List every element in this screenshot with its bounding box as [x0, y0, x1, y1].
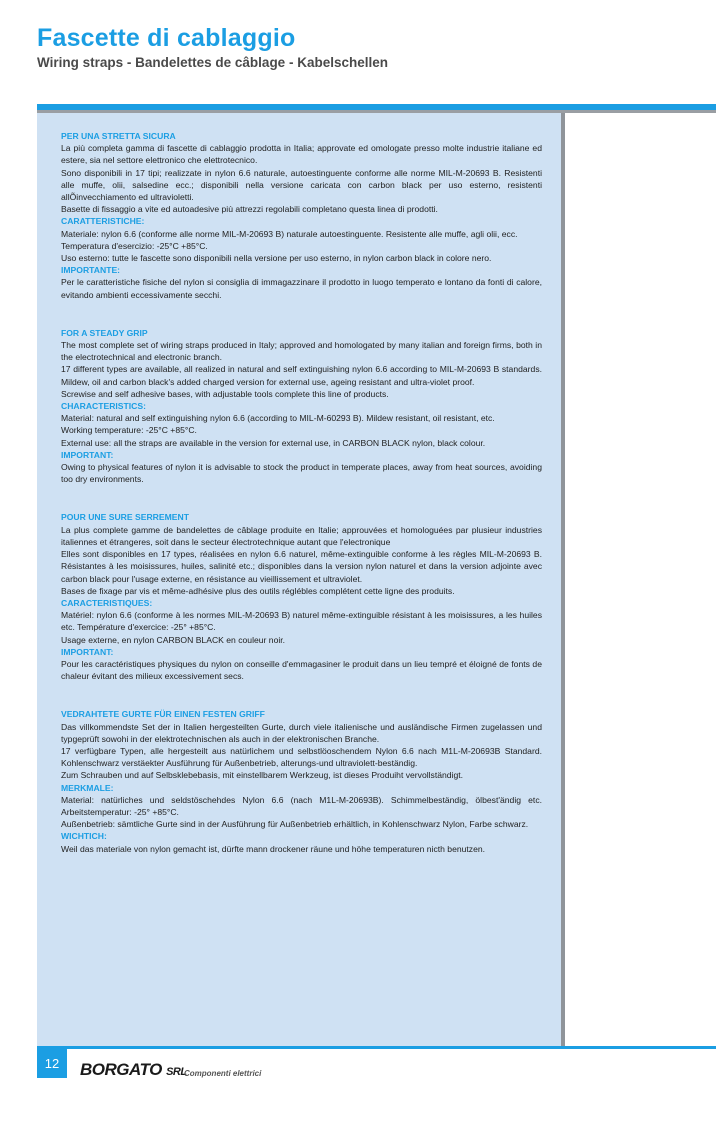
paragraph: Working temperature: -25°C +85°C.: [61, 425, 197, 436]
section-french: [61, 511, 542, 682]
content-panel-edge: [561, 113, 565, 1046]
subsection-heading: CARACTERISTIQUES:: [61, 597, 153, 608]
paragraph: Das villkommendste Set der in Italien hergesteilten Gurte, durch viele italienische und ausländische Firmen zugelassen und typgeprüft sowohi in der elektrotechnischen als auch in der elektronischen Branche.: [61, 721, 542, 744]
subsection-heading: MERKMALE:: [61, 782, 114, 793]
paragraph: Owing to physical features of nylon it is advisable to stock the product in temperate places, away from heat sources, avoiding too dry environments.: [61, 462, 542, 485]
subsection-heading: IMPORTANT:: [61, 646, 114, 657]
section-heading: POUR UNE SURE SERREMENT: [61, 512, 189, 523]
paragraph: Screwise and self adhesive bases, with adjustable tools complete this line of products.: [61, 388, 389, 399]
paragraph: Material: natürliches und seldstöschehdes Nylon 6.6 (nach M1L-M-20693B). Schimmelbeständig, ölbest'ändig etc. Arbeitstemperatur: -25° +85°C.: [61, 794, 542, 817]
page-subtitle: Wiring straps - Bandelettes de câblage - Kabelschellen: [37, 55, 388, 70]
paragraph: Zum Schrauben und auf Selbsklebebasis, mit einstellbarem Werkzeug, ist dieses Produiht vervollständigt.: [61, 770, 464, 781]
subsection-heading: CHARACTERISTICS:: [61, 401, 146, 412]
paragraph: Uso esterno: tutte le fascette sono disponibili nella versione per uso esterno, in nylon carbon black in colore nero.: [61, 253, 492, 264]
brand-name: BORGATO: [80, 1060, 162, 1079]
brand-suffix: SRL: [166, 1066, 187, 1078]
section-heading: PER UNA STRETTA SICURA: [61, 131, 176, 141]
brand-tagline: Componenti elettrici: [184, 1069, 262, 1078]
paragraph: Usage externe, en nylon CARBON BLACK en couleur noir.: [61, 634, 286, 645]
paragraph: La più completa gamma di fascette di cablaggio prodotta in Italia; approvate ed omologate presso molte industrie italiane ed estere, sia nel settore elettronico che elettrotecnico.: [61, 143, 542, 166]
page-title: Fascette di cablaggio: [37, 24, 296, 52]
paragraph: Material: natural and self extinguishing nylon 6.6 (according to MIL-M-60293 B). Mildew resistant, oil resistant, etc.: [61, 413, 495, 424]
subsection-heading: IMPORTANT:: [61, 449, 114, 460]
paragraph: Sono disponibili in 17 tipi; realizzate in nylon 6.6 naturale, autoestinguente conforme alle norme MIL-M-20693 B. Resistenti alle muffe, olii, salsedine ecc.; disponibili nella versione caricata con carbon black per uso esterno, resistenti allÕinvecchiamento ed ultravioletti.: [61, 167, 542, 203]
text-content: [61, 130, 542, 881]
section-italian: [61, 130, 542, 301]
section-german: [61, 708, 542, 854]
paragraph: Pour les caractéristiques physiques du nylon on conseille d'emmagasiner le produit dans un lieu tempré et éloigné de fonts de chaleur évitant des milieux excessivement secs.: [61, 658, 542, 682]
paragraph: Materiale: nylon 6.6 (conforme alle norme MIL-M-20693 B) naturale autoestinguente. Resistente alle muffe, agli olii, ecc.: [61, 228, 518, 239]
subsection-heading: CARATTERISTICHE:: [61, 216, 145, 227]
subsection-heading: WICHTICH:: [61, 831, 107, 842]
paragraph: Weil das materiale von nylon gemacht ist, dürfte mann drockener räune und höhe temperaturen nicth benutzen.: [61, 843, 486, 854]
section-heading: FOR A STEADY GRIP: [61, 327, 148, 338]
paragraph: Basette di fissaggio a vite ed autoadesive più attrezzi regolabili completano questa linea di prodotti.: [61, 204, 438, 215]
paragraph: Matériel: nylon 6.6 (conforme à les normes MIL-M-20693 B) naturel même-extinguible résistant à les moisissures, a les huiles etc. Température d'exercice: -25° +85°C.: [61, 610, 542, 633]
paragraph: 17 different types are available, all realized in natural and self extinguishing nylon 6.6 according to MIL-M-20693 B standards. Mildew, oil and carbon black's added charged version for external use, ageing resistant and ultra-violet proof.: [61, 364, 542, 387]
paragraph: 17 verfügbare Typen, alle hergesteilt aus natürlichem und selbstlöoschendem Nylon 6.6 nach M1L-M-20693B Standard. Kohlenschwarz verstäekter Ausführung für Außenbetrieb, alterungs-und ultraviolett-beständig.: [61, 745, 542, 769]
footer-rule: [37, 1046, 716, 1049]
paragraph: La plus complete gamme de bandelettes de câblage produite en Italie; approuvées et homologuées par plusieur industries italiennes et étrangeres, soit dans le secteur électrotechnique autant que l'electronique: [61, 524, 542, 547]
paragraph: Außenbetrieb: sämtliche Gurte sind in der Ausführung für Außenbetrieb erhältlich, in Kohlenschwarz Nylon, Farbe schwarz.: [61, 819, 529, 830]
section-english: [61, 327, 542, 486]
brand-logo: [80, 1060, 187, 1080]
section-heading: VEDRAHTETE GURTE FÜR EINEN FESTEN GRIFF: [61, 709, 265, 720]
paragraph: Elles sont disponibles en 17 types, réalisées en nylon 6.6 naturel, même-extinguible conforme à les règles MIL-M-20693 B. Résistantes à les moisissures, huiles, salinité etc.; disponibles dans la version nylon naturel et dans la version adjointe avec carbon black pour l'usage externe, en résistance au vieillissement et ultraviolet.: [61, 549, 542, 584]
page-number: 12: [37, 1049, 67, 1078]
paragraph: Temperatura d'esercizio: -25°C +85°C.: [61, 240, 208, 251]
paragraph: Per le caratteristiche fisiche del nylon si consiglia di immagazzinare il prodotto in luogo temperato e lontano da fonti di calore, evitando ambienti eccessivamente secchi.: [61, 277, 542, 300]
subsection-heading: IMPORTANTE:: [61, 265, 121, 276]
paragraph: External use: all the straps are available in the version for external use, in CARBON BLACK nylon, black colour.: [61, 437, 486, 448]
paragraph: The most complete set of wiring straps produced in Italy; approved and homologated by many italian and foreign firms, both in the electrotechnical and electronic branch.: [61, 340, 542, 363]
paragraph: Bases de fixage par vis et même-adhésive plus des outils réglébles complétent cette ligne des produits.: [61, 585, 455, 596]
